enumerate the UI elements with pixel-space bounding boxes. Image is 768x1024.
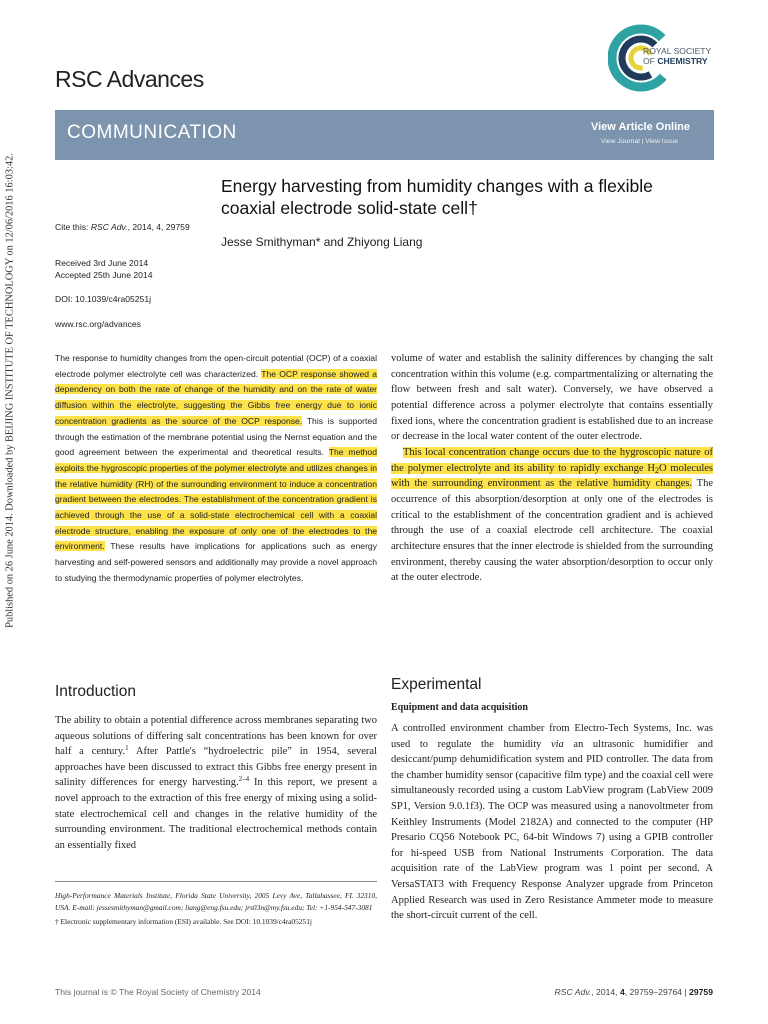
esi-footnote: † Electronic supplementary information (ESI) available. See DOI: 10.1039/c4ra05251j [55,917,312,927]
cite-journal: RSC Adv. [90,222,128,232]
page-number: 29759 [689,987,713,997]
abstract-text-3: These results have implications for applications such as energy harvesting and self-powered sensors and additionally may provide a novel approach to studying the thermodynamic properties of polymer electrolytes. [55,541,378,583]
footnote-divider [55,881,377,882]
footnotes [55,890,377,928]
abstract [55,351,377,587]
experimental-body [391,721,713,924]
paragraph [391,445,713,586]
paragraph: volume of water and establish the salinity differences by changing the salt concentration within this volume (e.g. compartmentalizing or alternating the flow between fresh and salt water). Conversely, we have observed a potential difference across a polymer electrolyte that contains essentially fixed ions, where the concentration gradient is established due to an increase or decrease in the local water content of the outer electrode. [391,353,713,443]
footer-year: , 2014, [591,987,620,997]
footer-pages: , 29759–29764 | [624,987,690,997]
authors: Jesse Smithyman* and Zhiyong Liang [221,235,423,249]
received-date: Received 3rd June 2014 [55,258,149,268]
view-journal-issue-links[interactable]: View Journal | View Issue [600,138,678,145]
citation [55,221,190,233]
view-article-online-link[interactable]: View Article Online [590,121,690,133]
cite-prefix: Cite this: [55,222,91,232]
logo-line1: ROYAL SOCIETY [643,46,712,56]
doi[interactable]: DOI: 10.1039/c4ra05251j [55,294,152,304]
intro-text: In this report, we present a novel approach to the extraction of this free energy of mixing using a solid-state electrochemical cell and changes in the relative humidity of the surrounding environment. The traditional electrochemical methods contain an essentially fixed [55,777,378,851]
highlighted-text [391,447,713,489]
journal-url[interactable]: www.rsc.org/advances [55,319,141,329]
abstract-text-1: The response to humidity changes from the open-circuit potential (OCP) of a coaxial electrode polymer electrolyte cell was characterized. [55,353,377,379]
reference-link[interactable]: 1 [125,744,129,753]
logo-line2-name: CHEMISTRY [657,55,708,66]
experimental-heading: Experimental [391,676,482,693]
journal-name: RSC Advances [55,66,204,92]
intro-text: After Pattle's “hydroelectric pile” in 1954, several approaches have been discussed to extract this Gibbs free energy present in salinity differences for energy harvesting. [55,746,377,789]
accepted-date: Accepted 25th June 2014 [55,270,153,280]
exp-text: A controlled environment chamber from Electro-Tech Systems, Inc. was used to regulate the humidity [391,723,713,750]
logo-text [643,47,711,66]
paragraph-rest: The occurrence of this absorption/desorption at only one of the electrodes is critical to the establishment of the concentration gradient and is achieved through the use of a coaxial electrode cell architecture. The coaxial architecture ensures that the inner electrode is shielded from the surrounding environment, thereby causing the water absorption/desorption to occur only at the outer electrode. [391,478,713,584]
article-title: Energy harvesting from humidity changes with a flexible coaxial electrode solid-state cell† [221,176,653,218]
abstract-highlight-2: The method exploits the hygroscopic properties of the polymer electrolyte and utilizes changes in the relative humidity (RH) of the surrounding environment to induce a concentration gradient between the electrodes. The establishment of the concentration gradient is achieved through the use of a solid-state electrochemical cell with a coaxial electrode structure, enabling the exposure of only one of the electrodes to the environment. [55,447,377,552]
introduction-body [55,713,377,853]
footer-volume: 4 [619,987,625,997]
exp-text: an ultrasonic humidifier and desiccant/pump dehumidification system and PID controller. The data from the chamber humidity sensor (capacitive film type) and the coaxial cell were simultaneously recorded using a custom LabView program (LabView 2009 SP1, Version 9.0.1f3). The OCP was measured using a nanovoltmeter from Keithley Instruments (Model 2182A) and connected to the computer (HP Presario CQ56 Notebook PC, 64-bit Windows 7) using a GPIB controller for hi-speed USB from National Instruments Corporation. The data acquisition rate of the LabView program was 1 point per second. A VersaSTAT3 with Frequency Response Analyzer upgrade from Princeton Applied Research was used in Zero Resistance Ammeter mode to measure the short-circuit current of the cell. [391,738,714,922]
sidebar-publication-note: Published on 26 June 2014. Downloaded by BEIJING INSTITUTE OF TECHNOLOGY on 12/06/2016 16:03:42. [4,153,16,628]
intro-text: The ability to obtain a potential difference across membranes separating two aqueous solutions of differing salt concentrations has been known for over half a century. [55,715,377,758]
experimental-subheading: Equipment and data acquisition [391,702,528,713]
intro-continuation [391,351,713,586]
footer-journal: RSC Adv. [554,987,592,997]
subscript: 2 [654,465,659,475]
abstract-highlight-1: The OCP response showed a dependency on both the rate of change of the humidity and on the rate of water diffusion within the electrolyte, suggesting the Gibbs free energy due to ionic concentration gradients as the source of the OCP response. [55,368,377,426]
exp-italic: via [550,738,564,750]
dates [55,257,152,281]
introduction-heading: Introduction [55,683,136,700]
affiliation-footnote: High-Performance Materials Institute, Florida State University, 2005 Levy Ave, Tallahassee, FL 32310, USA. E-mail: jessesmithyman@gmail.com; liang@eng.fsu.edu; jrs03n@my.fsu.edu; Tel: +1-954-547-3081 [55,891,377,912]
article-type-banner [55,110,714,160]
reference-link[interactable]: 2–4 [238,775,250,784]
highlight-part: This local concentration change occurs due to the hygroscopic nature of the polymer electrolyte and its ability to rapidly exchange H [391,446,713,474]
footer-citation [555,987,714,997]
article-type-label: COMMUNICATION [67,122,237,143]
footer-copyright: This journal is © The Royal Society of Chemistry 2014 [55,987,261,997]
abstract-text-2: This is supported through the estimation of the membrane potential using the Nernst equation and the good agreement between the experimental and theoretical results. [55,415,377,458]
cite-rest: , 2014, 4, 29759 [127,222,190,232]
logo-line2-of: OF [643,55,655,66]
highlight-part: O molecules with the surrounding environment as the relative humidity changes. [391,462,714,490]
